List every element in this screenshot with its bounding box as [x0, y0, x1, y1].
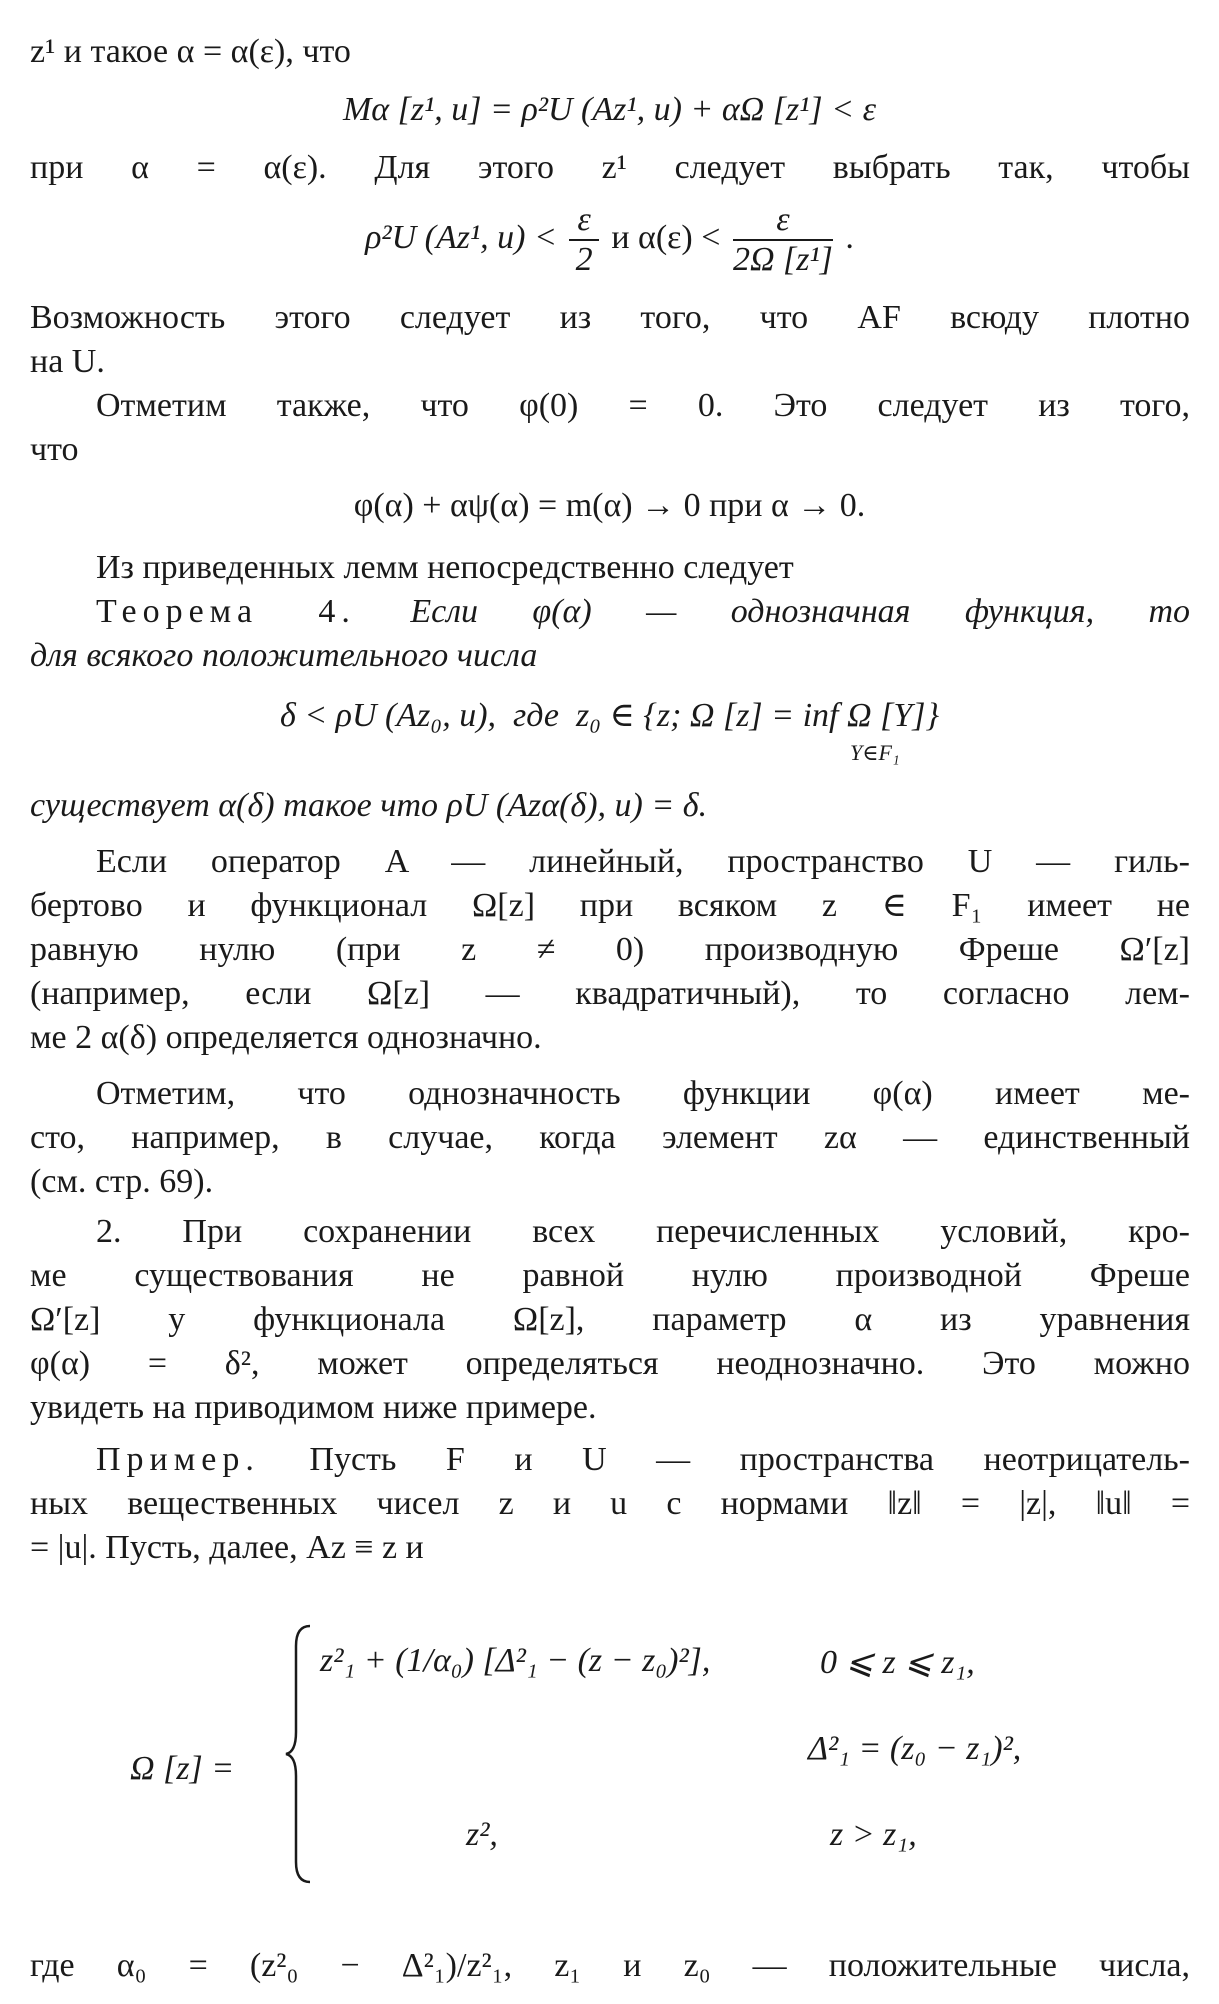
- example-title: Пример.: [96, 1441, 260, 1478]
- formula-m-alpha: Mα [z¹, u] = ρ²U (Az¹, u) + αΩ [z¹] < ε: [342, 91, 876, 128]
- formula-omega-cond2: z > z₁,: [830, 1816, 917, 1853]
- text-line-18: (см. стр. 69).: [30, 1163, 214, 1200]
- formula-delta-left: δ < ρU (Az₀, u),: [279, 697, 497, 734]
- text-line-16: Отметим, что однозначность функции φ(α) имеет ме-: [96, 1075, 1190, 1112]
- formula-rho-condition: [0, 198, 1219, 279]
- text-line-5: Отметим также, что φ(0) = 0. Это следует из того,: [96, 387, 1190, 424]
- text-line-17: сто, например, в случае, когда элемент zα — единственный: [30, 1119, 1190, 1156]
- formula-omega-cond1: 0 ⩽ z ⩽ z₁,: [820, 1644, 975, 1681]
- fraction-numerator: ε: [733, 201, 833, 241]
- text-line-11: Если оператор A — линейный, пространство U — гиль-: [96, 843, 1190, 880]
- theorem-statement: Если φ(α) — однозначная функция, то: [410, 593, 1191, 630]
- formula-omega-lhs: Ω [z] =: [130, 1750, 235, 1787]
- fraction-denominator: 2: [575, 241, 593, 279]
- theorem-title: Теорема 4.: [96, 593, 356, 630]
- text-line-6: что: [30, 431, 79, 468]
- inf-subscript: Y∈F₁: [850, 740, 900, 765]
- fraction-eps-half: [569, 201, 598, 279]
- text-line-27: где α₀ = (z²₀ − Δ²₁)/z²₁, z₁ и z₀ — положительные числа,: [30, 1947, 1190, 1984]
- formula-delta-right: z₀ ∈ {z; Ω [z] = inf Ω [Y]}: [576, 697, 940, 734]
- text-line-2: при α = α(ε). Для этого z¹ следует выбрать так, чтобы: [30, 149, 1190, 186]
- example-line: [96, 1438, 1190, 1482]
- text-line-3: Возможность этого следует из того, что AF всюду плотно: [30, 299, 1190, 336]
- text-line-1: z¹ и такое α = α(ε), что: [30, 33, 351, 70]
- example-statement: Пусть F и U — пространства неотрицатель-: [309, 1441, 1190, 1478]
- text-line-23: увидеть на приводимом ниже примере.: [30, 1389, 597, 1426]
- text-line-25: ных вещественных чисел z и u с нормами ‖z‖ = |z|, ‖u‖ =: [30, 1485, 1190, 1522]
- formula-delta-where: где: [513, 697, 560, 734]
- text-line-21: Ω′[z] у функционала Ω[z], параметр α из уравнения: [30, 1301, 1190, 1338]
- formula-delta-condition: [0, 694, 1219, 738]
- formula-rho-end: .: [845, 219, 854, 256]
- text-line-4: на U.: [30, 343, 105, 380]
- formula-rho-mid: и α(ε) <: [611, 219, 721, 256]
- fraction-numerator: ε: [569, 201, 598, 241]
- formula-rho-left: ρ²U (Az¹, u) <: [365, 219, 557, 256]
- text-line-13: равную нулю (при z ≠ 0) производную Фреше Ω′[z]: [30, 931, 1190, 968]
- text-line-26: = |u|. Пусть, далее, Az ≡ z и: [30, 1529, 424, 1566]
- theorem-4-line: [96, 590, 1190, 634]
- text-line-22: φ(α) = δ², может определяться неоднозначно. Это можно: [30, 1345, 1190, 1382]
- left-brace-icon: [284, 1622, 314, 1886]
- text-line-14: (например, если Ω[z] — квадратичный), то согласно лем-: [30, 975, 1190, 1012]
- text-line-12: бертово и функционал Ω[z] при всяком z ∈ F₁ имеет не: [30, 887, 1190, 924]
- formula-phi-limit: φ(α) + αψ(α) = m(α) → 0 при α → 0.: [353, 487, 866, 524]
- text-line-20: ме существования не равной нулю производной Фреше: [30, 1257, 1190, 1294]
- formula-delta-definition: Δ²₁ = (z₀ − z₁)²,: [808, 1730, 1022, 1767]
- text-line-9: для всякого положительного числа: [30, 637, 538, 674]
- formula-omega-case1: z²₁ + (1/α₀) [Δ²₁ − (z − z₀)²],: [320, 1642, 711, 1679]
- formula-omega-case2: z²,: [466, 1816, 498, 1853]
- text-line-7: Из приведенных лемм непосредственно следует: [96, 549, 794, 586]
- text-line-15: ме 2 α(δ) определяется однозначно.: [30, 1019, 542, 1056]
- text-line-19: 2. При сохранении всех перечисленных условий, кро-: [96, 1213, 1190, 1250]
- fraction-denominator: 2Ω [z¹]: [732, 241, 833, 279]
- text-line-10: существует α(δ) такое что ρU (Azα(δ), u) = δ.: [30, 787, 708, 824]
- fraction-eps-omega: [733, 201, 833, 279]
